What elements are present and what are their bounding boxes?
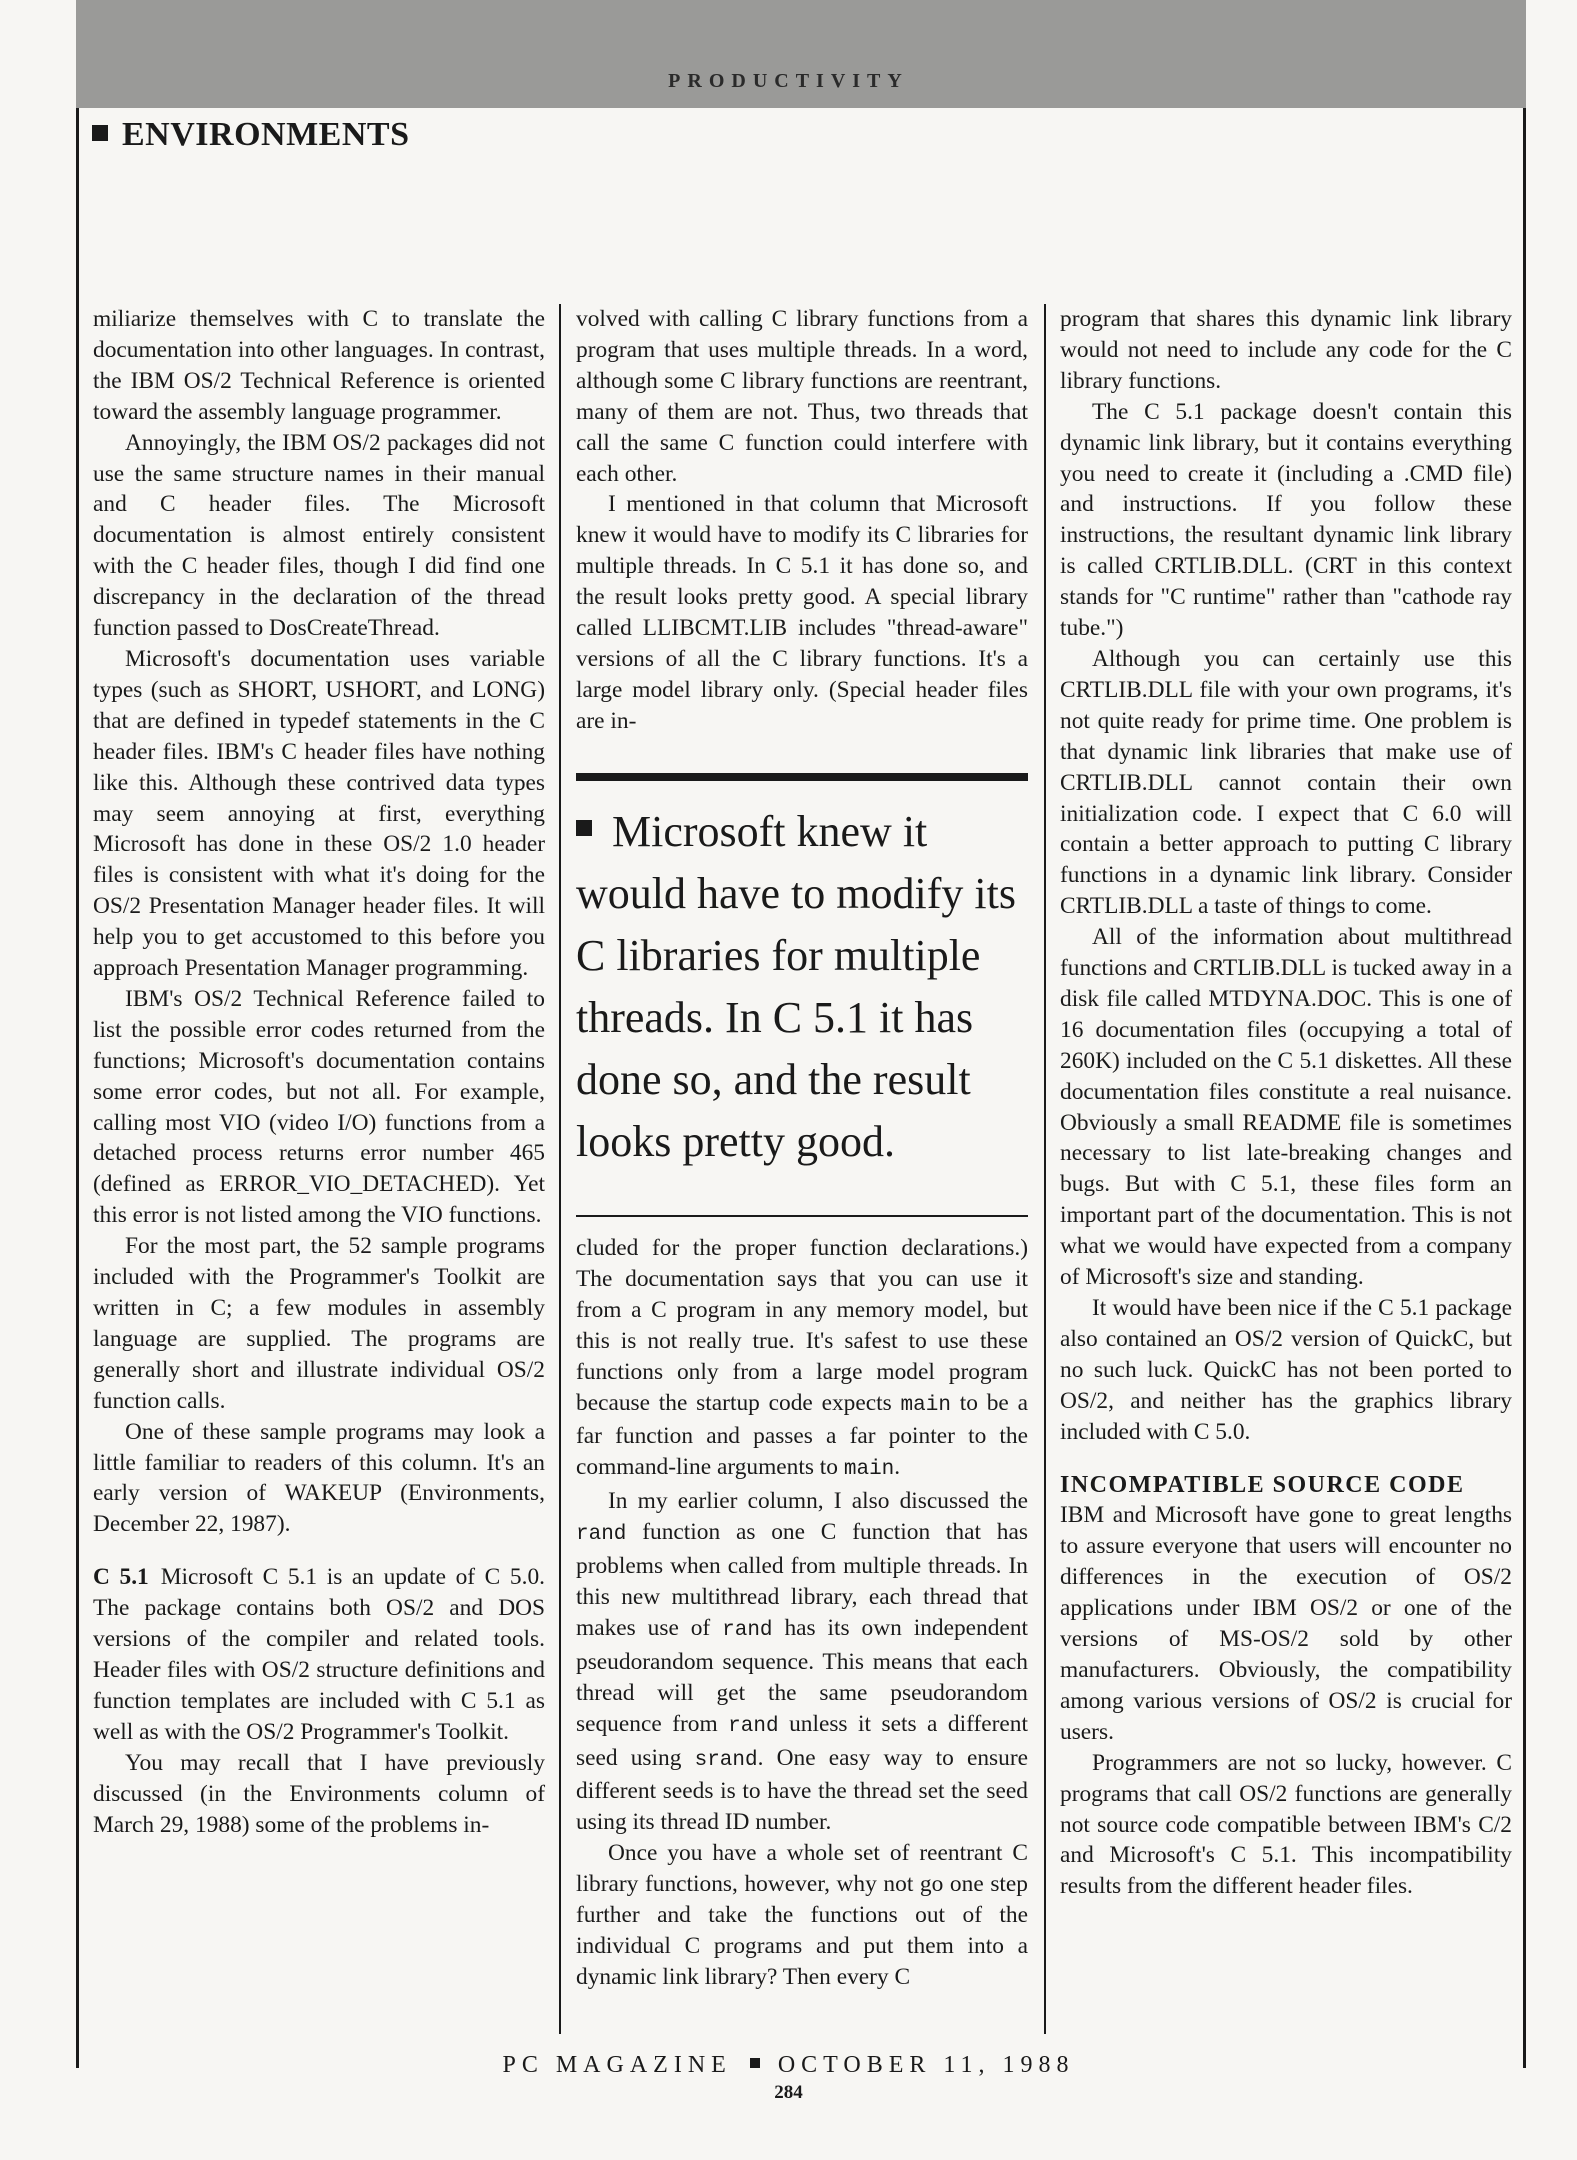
paragraph: miliarize themselves with C to translate the documentation into other languages. In contrast, the IBM OS/2 Technical Reference is oriented toward the assembly language programmer. — [93, 306, 545, 425]
column-title: ENVIRONMENTS — [92, 116, 409, 154]
paragraph: I mentioned in that column that Microsoft knew it would have to modify its C libraries for multiple threads. In C 5.1 it has done so, and the result looks pretty good. A special library called LLIBCMT.LIB includes "thread-aware" versions of all the C library functions. It's a large model library only. (Special header files are in- — [576, 491, 1028, 734]
article-column-2-continued — [576, 1233, 1028, 1993]
bullet-square-icon — [92, 125, 108, 141]
pull-quote-rule — [576, 1215, 1028, 1217]
paragraph: In my earlier column, I also discussed the rand function as one C function that has problems when called from multiple threads. In this new multithread library, each thread that makes use of rand has its own independent pseudorandom sequence. This means that each thread will get the same pseudorandom sequence from rand unless it sets a different seed using srand. One easy way to ensure different seeds is to have the thread set the seed using its thread ID number. — [576, 1488, 1029, 1836]
column-divider — [559, 304, 561, 2034]
paragraph: volved with calling C library functions from a program that uses multiple threads. In a word, although some C library functions are reentrant, many of them are not. Thus, two threads that call the same C function could interfere with each other. — [576, 306, 1028, 487]
left-rule — [76, 108, 79, 2068]
paragraph: IBM and Microsoft have gone to great lengths to assure everyone that users will encounter no differences in the execution of OS/2 applications under IBM OS/2 or one of the versions of MS-OS/2 sold by other manufacturers. Obviously, the compatibility among various versions of OS/2 is crucial for users. — [1060, 1502, 1512, 1745]
article-column-1 — [93, 304, 545, 1840]
paragraph: One of these sample programs may look a little familiar to readers of this column. It's an early version of WAKEUP (Environments, December 22, 1987). — [93, 1418, 545, 1538]
footer-magazine: PC MAGAZINE OCTOBER 11, 1988 — [502, 2052, 1075, 2078]
article-column-3 — [1060, 304, 1512, 1902]
paragraph: Although you can certainly use this CRTLIB.DLL file with your own programs, it's not quite ready for prime time. One problem is that dynamic link libraries that make use of CRTLIB.DLL cannot contain their own initialization code. I expect that C 6.0 will contain a better approach to putting C library functions in a dynamic link library. Consider CRTLIB.DLL a taste of things to come. — [1060, 645, 1512, 920]
right-rule — [1523, 108, 1526, 2068]
bullet-square-icon — [576, 820, 592, 836]
paragraph: It would have been nice if the C 5.1 package also contained an OS/2 version of QuickC, but no such luck. QuickC has not been ported to OS/2, and neither has the graphics library included with C 5.0. — [1060, 1295, 1512, 1445]
paragraph: cluded for the proper function declarations.) The documentation says that you can use it from a C program in any memory model, but this is not really true. It's safest to use these functions only from a large model program because the startup code expects main to be a far function and passes a far pointer to the command-line arguments to main. — [576, 1235, 1028, 1482]
pull-quote: Microsoft knew it would have to modify its C libraries for multiple threads. In C 5.1 it has done so, and the result looks pretty good. — [576, 773, 1028, 1173]
paragraph: Annoyingly, the IBM OS/2 packages did not use the same structure names in their manual and C header files. The Microsoft documentation is almost entirely consistent with the C header files, though I did find one discrepancy in the declaration of the thread function passed to DosCreateThread. — [93, 429, 545, 642]
runin-heading: C 5.1 — [93, 1564, 149, 1591]
bullet-square-icon — [750, 2058, 760, 2068]
paragraph: The C 5.1 package doesn't contain this dynamic link library, but it contains everything you need to create it (including a .CMD file) and instructions. If you follow these instructions, the resultant dynamic link library is called CRTLIB.DLL. (CRT in this context stands for "C runtime" rather than "cathode ray tube.") — [1060, 398, 1512, 642]
paragraph: C 5.1 Microsoft C 5.1 is an update of C 5.0. The package contains both OS/2 and DOS versions of the compiler and related tools. Header files with OS/2 structure definitions and function templates are included with C 5.1 as well as with the OS/2 Programmer's Toolkit. — [93, 1564, 545, 1745]
page-number: 284 — [774, 2082, 803, 2103]
article-column-2 — [576, 304, 1028, 737]
paragraph: Microsoft's documentation uses variable types (such as SHORT, USHORT, and LONG) that are defined in typedef statements in the C header files. IBM's C header files have nothing like this. Although these contrived data types may seem annoying at first, everything Microsoft has done in these OS/2 1.0 header files is consistent with what it's doing for the OS/2 Presentation Manager header files. It will help you to get accustomed to this before you approach Presentation Manager programming. — [93, 645, 545, 982]
paragraph: Once you have a whole set of reentrant C library functions, however, why not go one step further and take the functions out of the individual C programs and put them into a dynamic link library? Then every C — [576, 1840, 1028, 1990]
section-label: PRODUCTIVITY — [668, 70, 909, 92]
subhead: INCOMPATIBLE SOURCE CODE — [1060, 1471, 1465, 1498]
paragraph: You may recall that I have previously discussed (in the Environments column of March 29, 1988) some of the problems in- — [93, 1749, 545, 1838]
paragraph: All of the information about multithread functions and CRTLIB.DLL is tucked away in a disk file called MTDYNA.DOC. This is one of 16 documentation files (occupying a total of 260K) included on the C 5.1 diskettes. All these documentation files constitute a real nuisance. Obviously a small README file is sometimes necessary to list late-breaking changes and bugs. But with C 5.1, these files form an important part of the documentation. This is not what we would have expected from a company of Microsoft's size and standing. — [1060, 924, 1512, 1291]
paragraph: program that shares this dynamic link library would not need to include any code for the C library functions. — [1060, 306, 1512, 394]
paragraph: Programmers are not so lucky, however. C programs that call OS/2 functions are generally not source code compatible between IBM's C/2 and Microsoft's C 5.1. This incompatibility results from the different header files. — [1060, 1749, 1512, 1900]
paragraph: For the most part, the 52 sample programs included with the Programmer's Toolkit are written in C; a few modules in assembly language are supplied. The programs are generally short and illustrate individual OS/2 function calls. — [93, 1233, 545, 1414]
column-divider — [1044, 304, 1046, 2034]
paragraph: IBM's OS/2 Technical Reference failed to list the possible error codes returned from the functions; Microsoft's documentation contains some error codes, but not all. For example, calling most VIO (video I/O) functions from a detached process returns error number 465 (defined as ERROR_VIO_DETACHED). Yet this error is not listed among the VIO functions. — [93, 985, 545, 1229]
